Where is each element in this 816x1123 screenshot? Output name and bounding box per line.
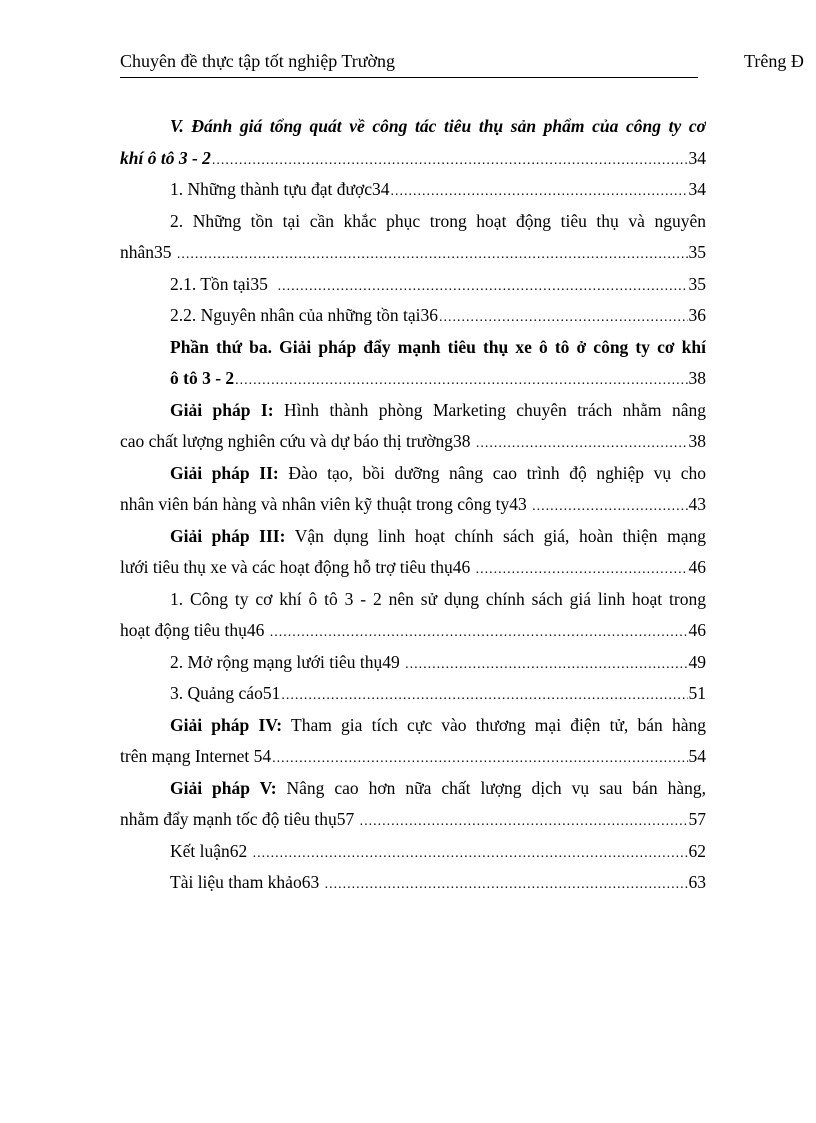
page-number: 51 [688, 683, 706, 703]
solution-text: Đào tạo, bồi dưỡng nâng cao trình độ nghiệp vụ cho [278, 462, 706, 483]
page-number: 35 [688, 242, 706, 262]
toc-entry-line1: 2. Những tồn tại cần khắc phục trong hoạt động tiêu thụ và nguyên [170, 210, 706, 231]
toc-solution-5-continuation [120, 804, 706, 836]
dot-leader [360, 806, 688, 836]
toc-entry-line1: 1. Công ty cơ khí ô tô 3 - 2 nên sử dụng chính sách giá linh hoạt trong [170, 588, 706, 609]
toc-solution-1-continuation [120, 426, 706, 458]
dot-leader [281, 680, 687, 710]
header-right-text: Trêng Đ [744, 51, 804, 71]
toc-solution-4-line1 [120, 710, 706, 742]
dot-leader [325, 869, 688, 899]
toc-entry-text: nhằm đẩy mạnh tốc độ tiêu thụ57 [120, 809, 359, 829]
page-number: 35 [688, 273, 706, 294]
toc-entry-text: khí ô tô 3 - 2 [120, 147, 211, 168]
toc-entry [120, 269, 706, 301]
toc-entry-text: nhân35 [120, 242, 176, 262]
page-number: 36 [688, 305, 706, 325]
toc-entry-conclusion [120, 836, 706, 868]
header-divider [120, 77, 698, 78]
toc-entry-text: 2.1. Tồn tại35 [170, 273, 277, 294]
solution-label: Giải pháp III: [170, 525, 286, 546]
toc-entry-5-heading: V. Đánh giá tổng quát về công tác tiêu thụ sản phẩm của công ty cơ [170, 116, 706, 136]
toc-part-heading: Phần thứ ba. Giải pháp đẩy mạnh tiêu thụ xe ô tô ở công ty cơ khí [170, 336, 706, 357]
dot-leader [278, 271, 688, 301]
solution-label: Giải pháp V: [170, 777, 277, 798]
page-number: 34 [688, 147, 706, 168]
page-number: 62 [688, 840, 706, 861]
solution-label: Giải pháp II: [170, 462, 279, 483]
toc-entry-references [120, 867, 706, 899]
page-number: 34 [688, 179, 706, 199]
toc-entry [120, 678, 706, 710]
page-number: 57 [688, 809, 706, 829]
toc-entry-text: hoạt động tiêu thụ46 [120, 620, 269, 640]
page-number: 46 [688, 620, 706, 640]
page-number: 43 [688, 494, 706, 514]
toc-solution-4-continuation [120, 741, 706, 773]
page-number: 49 [688, 651, 706, 672]
header-left-text: Chuyên đề thực tập tốt nghiệp Trường [120, 51, 396, 71]
solution-text: Nâng cao hơn nữa chất lượng dịch vụ sau bán hàng, [276, 777, 706, 798]
dot-leader [253, 838, 688, 868]
toc-entry-text: Kết luận62 [170, 840, 252, 861]
toc-solution-1-line1 [120, 395, 706, 427]
toc-solution-3-line1 [120, 521, 706, 553]
toc-solution-2-line1 [120, 458, 706, 490]
toc-entry-text: ô tô 3 - 2 [170, 368, 235, 388]
toc-solution-2-continuation [120, 489, 706, 521]
toc-entry-text: 1. Những thành tựu đạt được34 [170, 179, 390, 199]
toc-entry [120, 300, 706, 332]
toc-part-continuation [120, 363, 706, 395]
page-number: 46 [688, 557, 706, 577]
page-number: 38 [688, 431, 706, 451]
toc-solution-5-line1 [120, 773, 706, 805]
solution-text: Tham gia tích cực vào thương mại điện tử, bán hàng [282, 714, 706, 735]
toc-entry-text: 2.2. Nguyên nhân của những tồn tại36 [170, 305, 439, 325]
dot-leader [476, 428, 688, 458]
page-number: 38 [688, 368, 706, 388]
toc-entry [120, 647, 706, 679]
solution-text: Vận dụng linh hoạt chính sách giá, hoàn thiện mạng [285, 525, 706, 546]
toc-entry-continuation [120, 615, 706, 647]
toc-entry-5-continuation [120, 143, 706, 175]
dot-leader [212, 145, 688, 175]
solution-label: Giải pháp IV: [170, 714, 283, 735]
table-of-contents [120, 111, 706, 899]
dot-leader [476, 554, 688, 584]
toc-entry-text: 2. Mở rộng mạng lưới tiêu thụ49 [170, 651, 405, 672]
dot-leader [532, 491, 687, 521]
dot-leader [270, 617, 688, 647]
dot-leader [391, 176, 688, 206]
toc-entry-continuation [120, 237, 706, 269]
solution-text: Hình thành phòng Marketing chuyên trách nhằm nâng [273, 399, 706, 420]
dot-leader [405, 649, 687, 679]
dot-leader [177, 239, 688, 269]
page-number: 63 [688, 872, 706, 892]
page-number: 54 [688, 746, 706, 766]
toc-entry [120, 174, 706, 206]
toc-solution-3-continuation [120, 552, 706, 584]
toc-entry-text: 3. Quảng cáo51 [170, 683, 281, 703]
toc-entry-text: cao chất lượng nghiên cứu và dự báo thị trường38 [120, 431, 475, 451]
dot-leader [235, 365, 687, 395]
dot-leader [439, 302, 687, 332]
solution-label: Giải pháp I: [170, 399, 274, 420]
toc-entry-text: nhân viên bán hàng và nhân viên kỹ thuật trong công ty43 [120, 494, 532, 514]
toc-entry-text: lưới tiêu thụ xe và các hoạt động hỗ trợ tiêu thụ46 [120, 557, 475, 577]
dot-leader [272, 743, 687, 773]
toc-entry-text: trên mạng Internet 54 [120, 746, 272, 766]
toc-entry-text: Tài liệu tham khảo63 [170, 872, 324, 892]
